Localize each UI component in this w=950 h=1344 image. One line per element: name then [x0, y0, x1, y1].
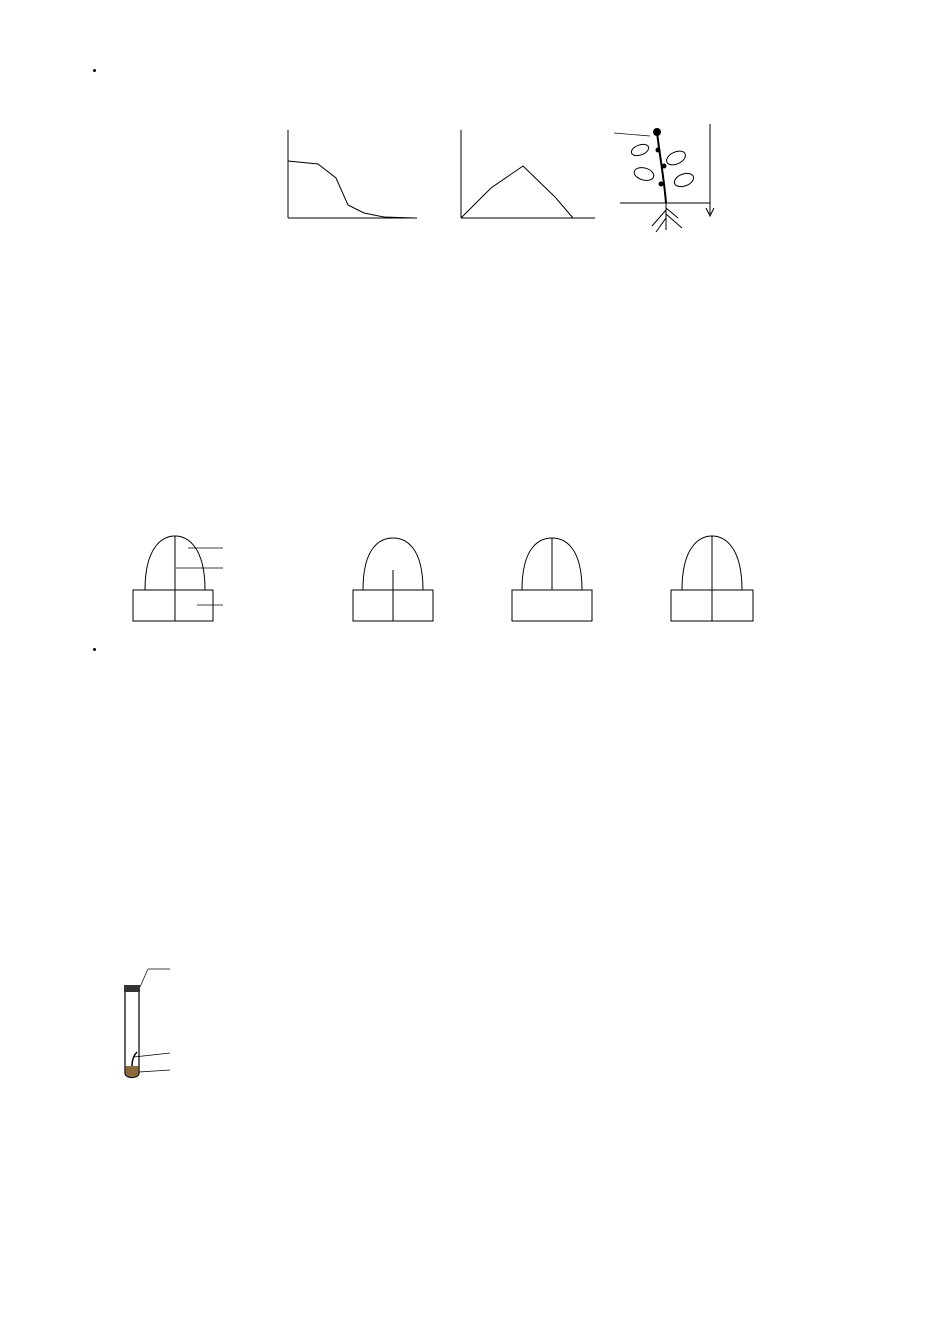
q2-figure-plant: [600, 118, 745, 236]
q5-figure: [85, 528, 765, 648]
q2-figure-lateral-root: [425, 122, 600, 247]
q29-figure1-tube: [110, 955, 270, 1135]
q29-figure2-chart: [270, 910, 750, 1135]
q2-figure-main-root: [252, 122, 422, 247]
